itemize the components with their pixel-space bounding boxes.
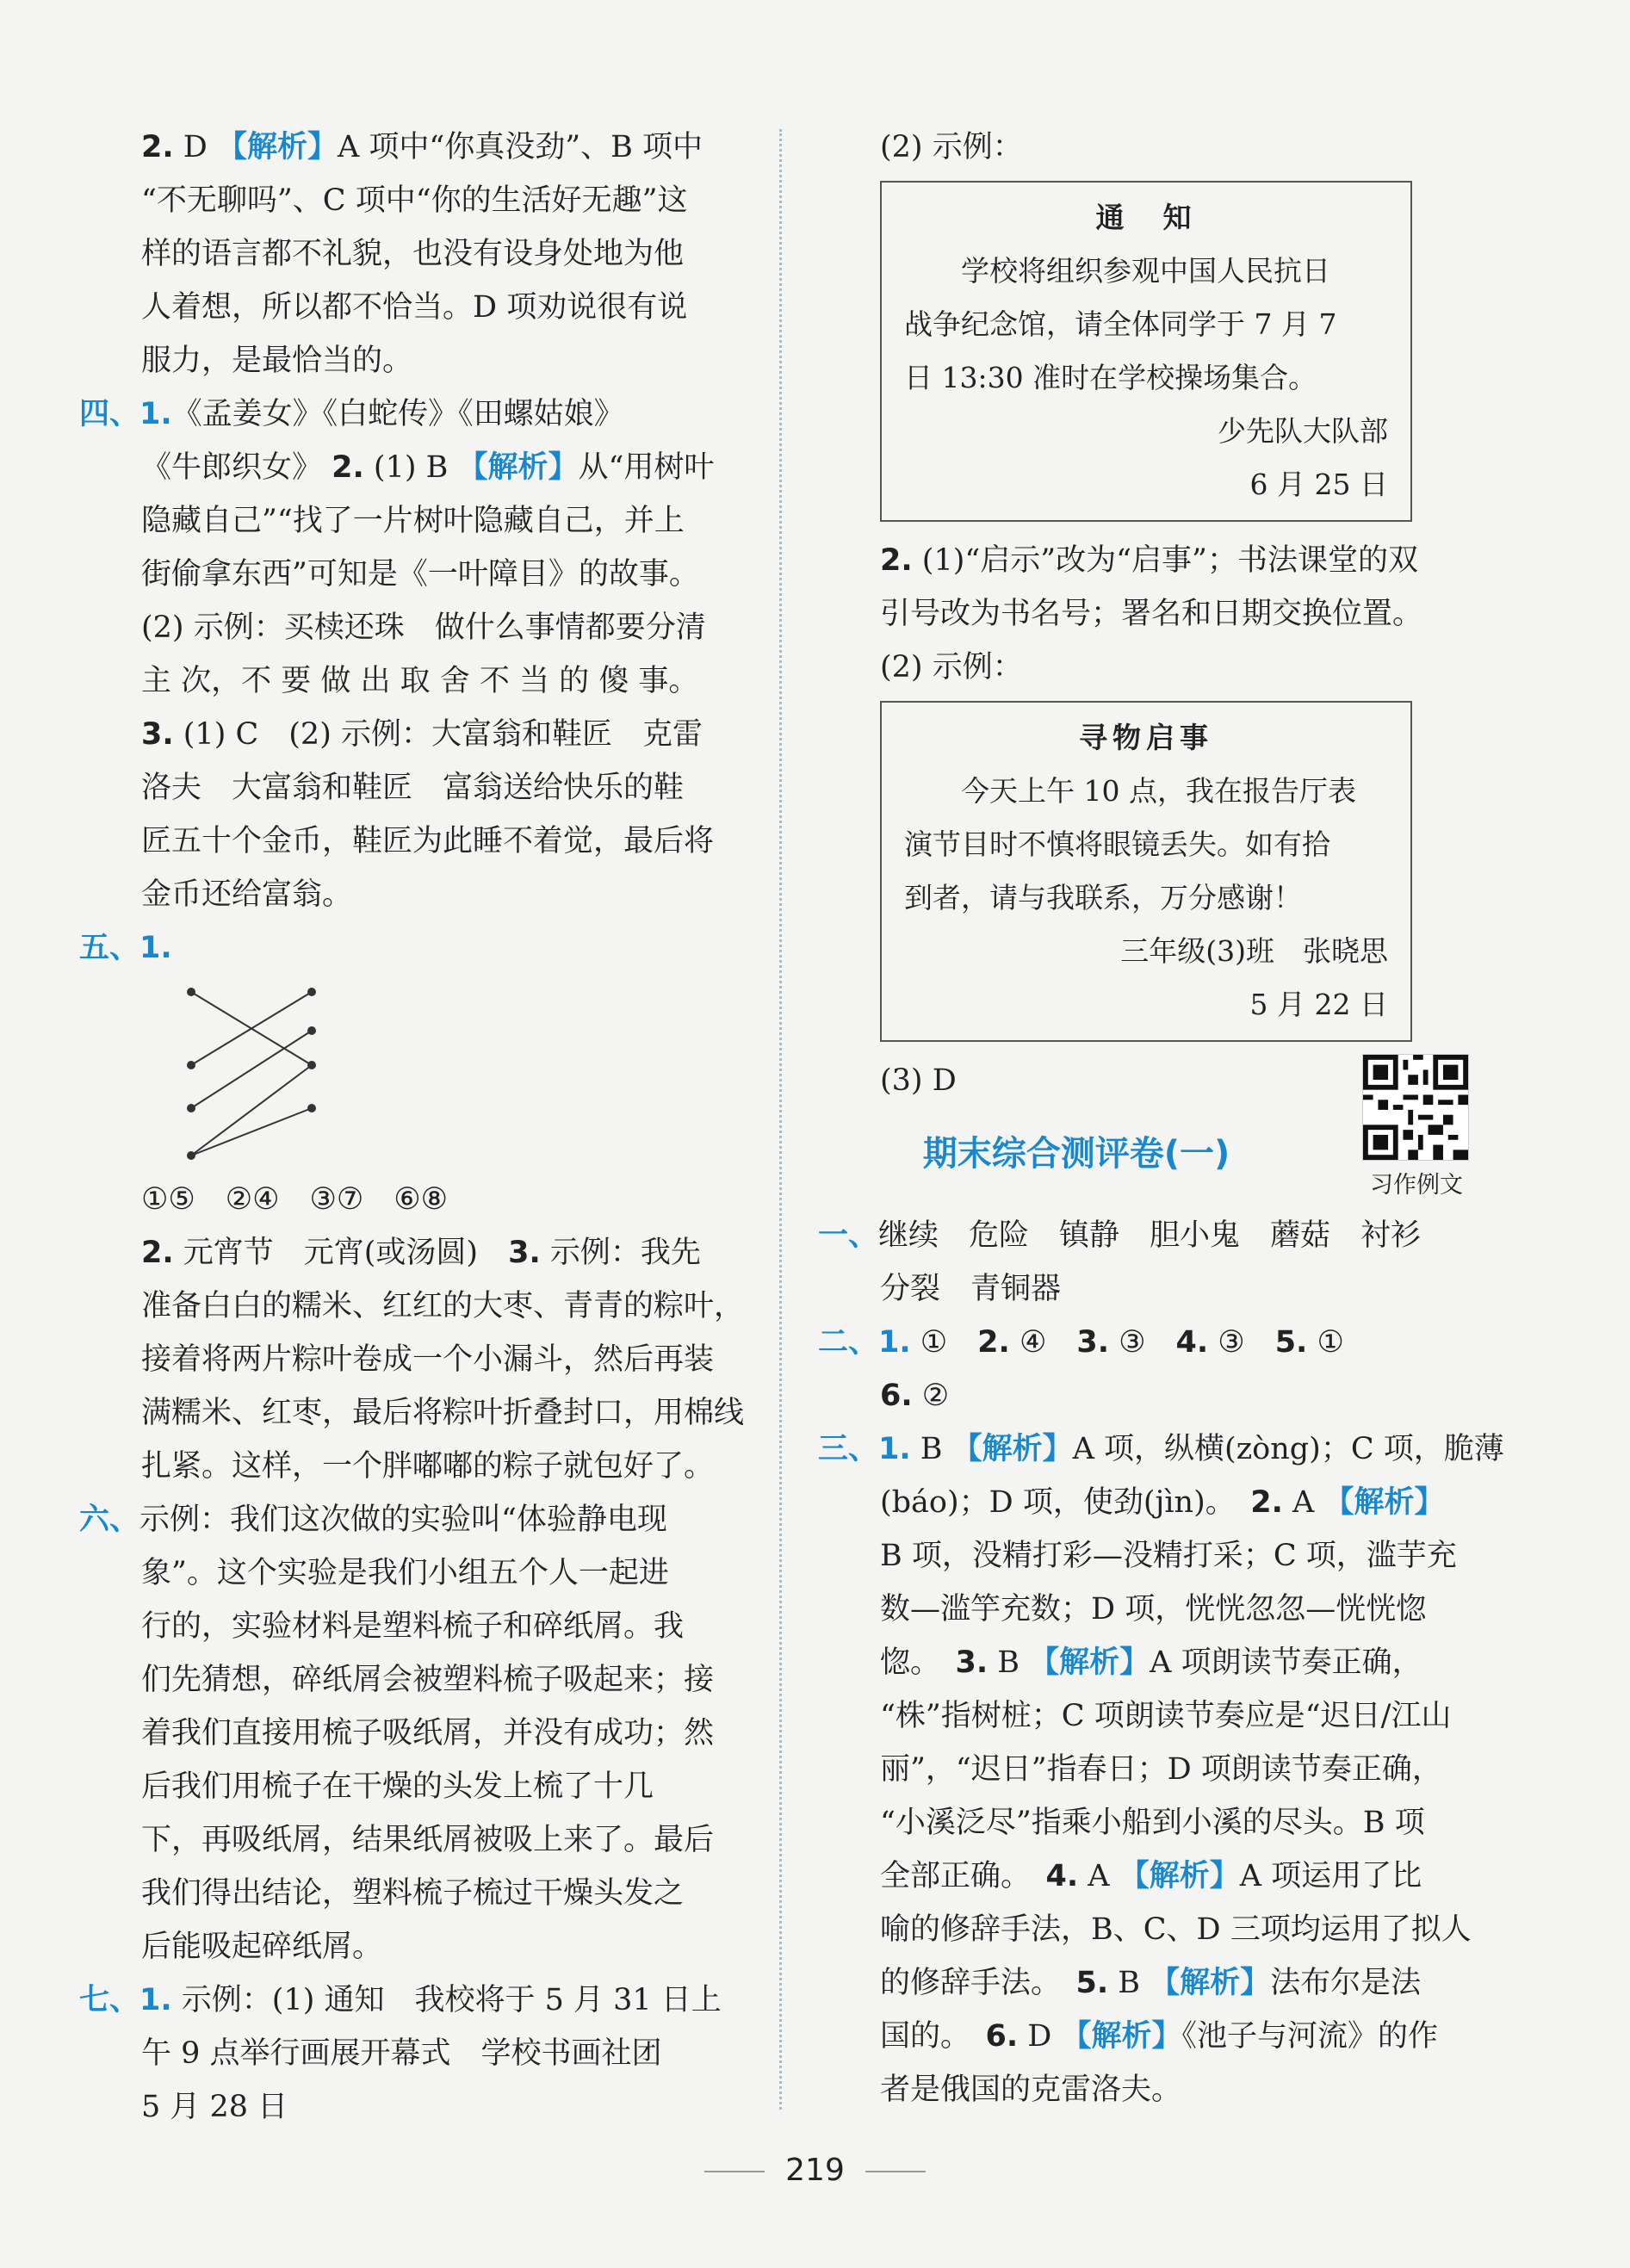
left-line: 隐藏自己”“找了一片树叶隐藏自己，并上 — [141, 504, 685, 538]
left-line: 下，再吸纸屑，结果纸屑被吸上来了。最后 — [141, 1823, 715, 1857]
lost-notice-box — [880, 701, 1412, 1042]
qr-code-icon[interactable] — [1362, 1054, 1469, 1161]
left-line: 样的语言都不礼貌，也没有设身处地为他 — [141, 237, 685, 271]
q2-line-2: 引号改为书名号；署名和日期交换位置。 — [880, 597, 1423, 631]
right-line: 全部正确。 4. A 【解析】A 项运用了比 — [880, 1859, 1422, 1893]
match-dot — [187, 1061, 195, 1069]
left-line: (2) 示例：买椟还珠 做什么事情都要分清 — [141, 610, 706, 645]
right-line: 数—滥竽充数；D 项，恍恍忽忽—恍恍惚 — [880, 1592, 1427, 1627]
left-line: 着我们直接用梳子吸纸屑，并没有成功；然 — [141, 1716, 715, 1751]
left-line: 象”。这个实验是我们小组五个人一起进 — [141, 1556, 669, 1590]
column-divider — [779, 129, 782, 2110]
right-line: “小溪泛尽”指乘小船到小溪的尽头。B 项 — [880, 1806, 1425, 1840]
left-line: 我们得出结论，塑料梳子梳过干燥头发之 — [141, 1876, 685, 1911]
match-dot — [187, 988, 195, 996]
lost-body-2: 演节目时不慎将眼镜丢失。如有拾 — [904, 827, 1330, 861]
right-column — [818, 121, 1504, 2116]
left-line: 人着想，所以都不恰当。D 项劝说很有说 — [141, 290, 688, 325]
right-line: (báo)；D 项，使劲(jìn)。 2. A 【解析】 — [880, 1485, 1445, 1520]
qr-label: 习作例文 — [1370, 1172, 1463, 1199]
right-line: 二、1. ① 2. ④ 3. ③ 4. ③ 5. ① — [818, 1325, 1344, 1360]
left-lines — [79, 121, 758, 921]
match-answer: ①⑤ ②④ ③⑦ ⑥⑧ — [141, 1182, 449, 1217]
lost-date: 5 月 22 日 — [1249, 988, 1388, 1021]
left-line: 金币还给富翁。 — [141, 877, 353, 912]
notice-body-3: 日 13:30 准时在学校操场集合。 — [904, 361, 1317, 394]
q2-line-1: 2. (1)“启示”改为“启事”；书法课堂的双 — [880, 543, 1418, 578]
left-line: 后能吸起碎纸屑。 — [141, 1930, 383, 1964]
left-line: 接着将两片粽叶卷成一个小漏斗，然后再装 — [141, 1342, 715, 1377]
left-line: 准备白白的糯米、红红的大枣、青青的粽叶， — [141, 1289, 745, 1323]
left-line: “不无聊吗”、C 项中“你的生活好无趣”这 — [141, 183, 688, 218]
match-dot — [187, 1104, 195, 1112]
notice-title: 通 知 — [1095, 201, 1197, 234]
left-line: 洛夫 大富翁和鞋匠 富翁送给快乐的鞋 — [141, 771, 685, 805]
left-line: 2. D 【解析】A 项中“你真没劲”、B 项中 — [141, 130, 703, 164]
left-line: 服力，是最恰当的。 — [141, 344, 413, 378]
left-line: 六、示例：我们这次做的实验叫“体验静电现 — [79, 1503, 667, 1537]
matching-lines — [174, 975, 381, 1173]
exam-title: 期末综合测评卷(一) — [922, 1134, 1230, 1174]
left-line: 午 9 点举行画展开幕式 学校书画社团 — [141, 2036, 662, 2071]
lost-body-3: 到者，请与我联系，万分感谢！ — [904, 881, 1302, 914]
right-line: 分裂 青铜器 — [880, 1272, 1062, 1306]
left-line: 七、1. 示例：(1) 通知 我校将于 5 月 31 日上 — [79, 1983, 722, 2017]
notice-sign: 少先队大队部 — [1218, 414, 1388, 448]
example-label: (2) 示例： — [880, 130, 1023, 164]
left-column — [79, 121, 758, 2134]
matching-diagram — [174, 975, 381, 1173]
notice-date: 6 月 25 日 — [1249, 468, 1388, 501]
lost-sign: 三年级(3)班 张晓思 — [1120, 934, 1388, 968]
left-line: 匠五十个金币，鞋匠为此睡不着觉，最后将 — [141, 824, 715, 858]
page-number-text: 219 — [785, 2153, 845, 2188]
left-line: 5 月 28 日 — [141, 2090, 288, 2124]
match-dot — [307, 1061, 316, 1069]
right-line: 惚。 3. B 【解析】A 项朗读节奏正确， — [880, 1645, 1422, 1680]
match-dot — [307, 988, 316, 996]
left-line: 3. (1) C (2) 示例：大富翁和鞋匠 克雷 — [141, 717, 703, 752]
left-lines-2 — [79, 1226, 758, 2134]
notice-body-2: 战争纪念馆，请全体同学于 7 月 7 — [904, 307, 1337, 341]
lost-body-1: 今天上午 10 点，我在报告厅表 — [904, 774, 1356, 808]
left-line: 满糯米、红枣，最后将粽叶折叠封口，用棉线 — [141, 1396, 745, 1430]
left-line: 2. 元宵节 元宵(或汤圆) 3. 示例：我先 — [141, 1236, 701, 1270]
example-label-2: (2) 示例： — [880, 650, 1023, 685]
right-line: 丽”，“迟日”指春日；D 项朗读节奏正确， — [880, 1752, 1442, 1787]
left-line: 们先猜想，碎纸屑会被塑料梳子吸起来；接 — [141, 1663, 715, 1697]
page-number — [0, 2153, 1630, 2188]
right-line: “株”指树桩；C 项朗读节奏应是“迟日/江山 — [880, 1699, 1452, 1733]
right-line: 一、继续 危险 镇静 胆小鬼 蘑菇 衬衫 — [818, 1218, 1422, 1253]
left-line: 四、1.《孟姜女》《白蛇传》《田螺姑娘》 — [79, 397, 624, 431]
right-line: 的修辞手法。 5. B 【解析】法布尔是法 — [880, 1966, 1422, 2000]
left-line: 街偷拿东西”可知是《一叶障目》的故事。 — [141, 557, 699, 592]
left-line: 《牛郎织女》 2. (1) B 【解析】从“用树叶 — [141, 450, 715, 485]
section-5-label: 五、1. — [79, 931, 172, 965]
right-line: 喻的修辞手法，B、C、D 三项均运用了拟人 — [880, 1912, 1472, 1947]
right-line: 6. ② — [880, 1379, 950, 1413]
right-line: 三、1. B 【解析】A 项，纵横(zòng)；C 项，脆薄 — [818, 1432, 1504, 1466]
right-lines — [818, 1209, 1504, 2116]
q3-answer: (3) D — [880, 1063, 957, 1098]
lost-title: 寻物启事 — [1079, 721, 1213, 754]
right-line: 国的。 6. D 【解析】《池子与河流》的作 — [880, 2019, 1439, 2054]
left-line: 行的，实验材料是塑料梳子和碎纸屑。我 — [141, 1609, 685, 1644]
left-line: 后我们用梳子在干燥的头发上梳了十几 — [141, 1769, 654, 1804]
qr-code[interactable] — [1352, 1054, 1481, 1199]
notice-body-1: 学校将组织参观中国人民抗日 — [904, 254, 1330, 288]
match-dot — [187, 1151, 195, 1160]
match-dot — [307, 1104, 316, 1112]
left-line: 扎紧。这样，一个胖嘟嘟的粽子就包好了。 — [141, 1449, 715, 1484]
notice-box — [880, 181, 1412, 522]
exam-header — [818, 1054, 1481, 1209]
match-dot — [307, 1026, 316, 1035]
right-line: 者是俄国的克雷洛夫。 — [880, 2073, 1182, 2107]
left-line: 主 次，不 要 做 出 取 舍 不 当 的 傻 事。 — [141, 664, 699, 698]
right-line: B 项，没精打彩—没精打采；C 项，滥芋充 — [880, 1539, 1457, 1573]
